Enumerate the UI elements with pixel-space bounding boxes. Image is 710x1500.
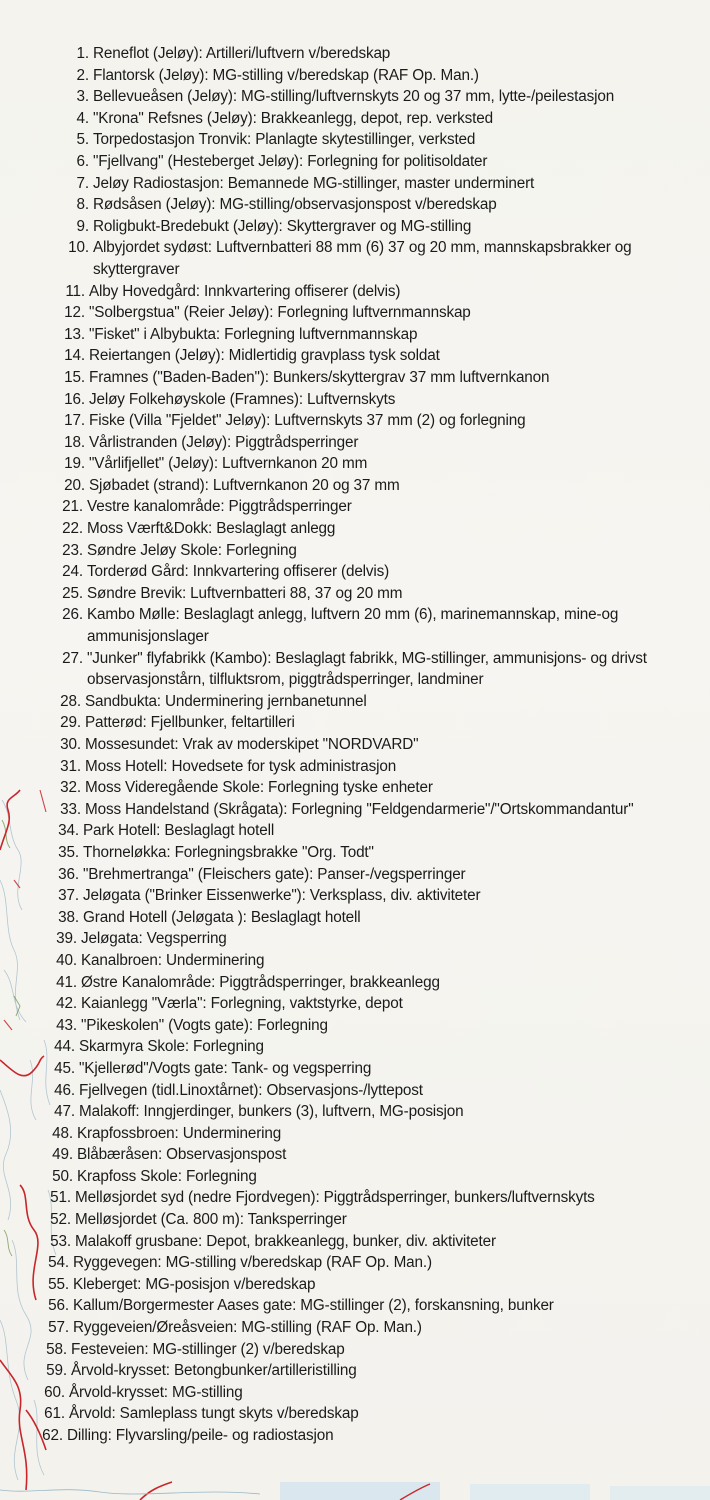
- legend-item-number: 54.: [48, 1254, 69, 1272]
- legend-item: [0, 1231, 710, 1253]
- legend-item: [0, 1080, 710, 1102]
- legend-item-number: 20.: [64, 476, 85, 494]
- legend-item: [0, 345, 710, 367]
- legend-item-number: 45.: [54, 1059, 75, 1077]
- legend-item-number: 58.: [46, 1340, 67, 1358]
- legend-item-text: Sjøbadet (strand): Luftvernkanon 20 og 37 mm: [89, 476, 400, 494]
- legend-item-number: 3.: [76, 88, 89, 106]
- legend-item-text: Vestre kanalområde: Piggtrådsperringer: [87, 498, 352, 516]
- legend-item: [0, 1317, 710, 1339]
- legend-item-text: Søndre Brevik: Luftvernbatteri 88, 37 og 20 mm: [87, 584, 403, 602]
- legend-item-text: Ryggevegen: MG-stilling v/beredskap (RAF Op. Man.): [73, 1254, 432, 1272]
- legend-item-number: 60.: [44, 1383, 65, 1401]
- legend-item-number: 42.: [56, 995, 77, 1013]
- legend-item-number: 39.: [56, 930, 77, 948]
- legend-item: [0, 1144, 710, 1166]
- legend-item-text: "Solbergstua" (Reier Jeløy): Forlegning luftvernmannskap: [89, 304, 471, 322]
- legend-list: [0, 43, 710, 1447]
- legend-item-text: Jeløy Folkehøyskole (Framnes): Luftvernskyts: [89, 390, 396, 408]
- legend-item-text: Park Hotell: Beslaglagt hotell: [83, 822, 275, 840]
- legend-item-text: Årvold: Samleplass tungt skyts v/beredskap: [69, 1405, 359, 1423]
- legend-item: [0, 216, 710, 238]
- legend-item-number: 50.: [52, 1167, 73, 1185]
- legend-item-text: Festeveien: MG-stillinger (2) v/beredskap: [71, 1340, 345, 1358]
- legend-item-number: 53.: [50, 1232, 71, 1250]
- legend-item-number: 12.: [64, 304, 85, 322]
- legend-item-text: Jeløy Radiostasjon: Bemannede MG-stillinger, master underminert: [93, 174, 535, 192]
- legend-item-number: 31.: [60, 757, 81, 775]
- legend-item-number: 17.: [64, 412, 85, 430]
- legend-item-text: Reiertangen (Jeløy): Midlertidig gravplass tysk soldat: [89, 347, 440, 365]
- legend-item-number: 2.: [76, 66, 89, 84]
- legend-item-number: 24.: [62, 563, 83, 581]
- legend-item-text: Kleberget: MG-posisjon v/beredskap: [73, 1275, 316, 1293]
- legend-item-number: 32.: [60, 779, 81, 797]
- legend-item-text: Blåbæråsen: Observasjonspost: [77, 1146, 287, 1164]
- legend-item-text: "Pikeskolen" (Vogts gate): Forlegning: [81, 1016, 328, 1034]
- legend-item-text: "Brehmertranga" (Fleischers gate): Panser-/vegsperringer: [83, 865, 466, 883]
- legend-item-text: Alby Hovedgård: Innkvartering offiserer (delvis): [89, 282, 401, 300]
- legend-item-text: Jeløgata ("Brinker Eissenwerke"): Verksplass, div. aktiviteter: [83, 887, 481, 905]
- legend-item-text: Flantorsk (Jeløy): MG-stilling v/beredskap (RAF Op. Man.): [93, 66, 479, 84]
- legend-item: [0, 777, 710, 799]
- legend-item-number: 26.: [62, 606, 83, 624]
- legend-item: [0, 864, 710, 886]
- legend-item-number: 37.: [58, 887, 79, 905]
- legend-item-number: 61.: [44, 1405, 65, 1423]
- legend-item: [0, 281, 710, 303]
- legend-item-number: 8.: [76, 196, 89, 214]
- legend-item-number: 43.: [56, 1016, 77, 1034]
- legend-item-text: Moss Hotell: Hovedsete for tysk administrasjon: [85, 757, 397, 775]
- legend-item-number: 48.: [52, 1124, 73, 1142]
- legend-item: [0, 1360, 710, 1382]
- legend-item: [0, 1425, 710, 1447]
- legend-item-number: 29.: [60, 714, 81, 732]
- legend-item: [0, 324, 710, 346]
- legend-item: [0, 367, 710, 389]
- legend-item-text: Reneflot (Jeløy): Artilleri/luftvern v/beredskap: [93, 45, 391, 62]
- legend-item: [0, 43, 710, 65]
- legend-item-text: Malakoff: Inngjerdinger, bunkers (3), luftvern, MG-posisjon: [79, 1103, 464, 1121]
- legend-item: [0, 1058, 710, 1080]
- legend-item: [0, 496, 710, 518]
- legend-item: [0, 907, 710, 929]
- legend-item-text: "Fisket" i Albybukta: Forlegning luftvernmannskap: [89, 325, 418, 343]
- legend-item-number: 35.: [58, 843, 79, 861]
- legend-item-number: 59.: [46, 1362, 67, 1380]
- legend-item-text: Årvold-krysset: MG-stilling: [69, 1383, 243, 1401]
- legend-item: [0, 1274, 710, 1296]
- legend-item: [0, 972, 710, 994]
- legend-item: [0, 1339, 710, 1361]
- legend-item-number: 62.: [42, 1427, 63, 1444]
- legend-item-text: Melløsjordet syd (nedre Fjordvegen): Piggtrådsperringer, bunkers/luftvernskyts: [75, 1189, 595, 1207]
- legend-item-number: 57.: [48, 1319, 69, 1337]
- legend-item-number: 22.: [62, 520, 83, 538]
- legend-item: [0, 1382, 710, 1404]
- legend-item-number: 44.: [54, 1038, 75, 1056]
- legend-item-text: Melløsjordet (Ca. 800 m): Tanksperringer: [75, 1211, 347, 1229]
- legend-item-text: Kambo Mølle: Beslaglagt anlegg, luftvern 20 mm (6), marinemannskap, mine-og ammunisjonslager: [87, 606, 619, 646]
- legend-item-text: Albyjordet sydøst: Luftvernbatteri 88 mm (6) 37 og 20 mm, mannskapsbrakker og skyttergraver: [93, 239, 632, 278]
- legend-item-text: Torderød Gård: Innkvartering offiserer (delvis): [87, 563, 390, 581]
- legend-item: [0, 648, 710, 691]
- legend-item-number: 15.: [64, 368, 85, 386]
- legend-item: [0, 540, 710, 562]
- legend-item-number: 6.: [76, 152, 89, 170]
- legend-item: [0, 712, 710, 734]
- legend-item-number: 49.: [52, 1146, 73, 1164]
- legend-item-text: Mossesundet: Vrak av moderskipet "NORDVARD": [85, 736, 419, 753]
- legend-item: [0, 1403, 710, 1425]
- legend-item-number: 34.: [58, 822, 79, 840]
- legend-item: [0, 583, 710, 605]
- legend-item-number: 11.: [65, 282, 85, 300]
- legend-item: [0, 799, 710, 821]
- legend-item: [0, 1015, 710, 1037]
- legend-item-number: 7.: [76, 174, 89, 192]
- legend-item: [0, 1252, 710, 1274]
- legend-item-text: Torpedostasjon Tronvik: Planlagte skytestillinger, verksted: [93, 131, 476, 149]
- legend-item-number: 33.: [60, 800, 81, 818]
- legend-item-text: Thorneløkka: Forlegningsbrakke "Org. Todt": [83, 843, 374, 861]
- legend-item-number: 40.: [56, 951, 77, 969]
- legend-item: [0, 389, 710, 411]
- legend-item-number: 51.: [50, 1189, 71, 1207]
- legend-item-number: 9.: [76, 217, 89, 235]
- legend-item: [0, 518, 710, 540]
- legend-item: [0, 928, 710, 950]
- legend-item: [0, 173, 710, 195]
- legend-item-text: Malakoff grusbane: Depot, brakkeanlegg, bunker, div. aktiviteter: [75, 1232, 496, 1250]
- legend-item-number: 14.: [64, 347, 85, 365]
- legend-item-number: 21.: [62, 498, 83, 516]
- legend-item: [0, 410, 710, 432]
- legend-item-text: Jeløgata: Vegsperring: [81, 930, 227, 948]
- legend-item-text: Bellevueåsen (Jeløy): MG-stilling/luftvernskyts 20 og 37 mm, lytte-/peilestasjon: [93, 88, 615, 106]
- legend-item-text: Østre Kanalområde: Piggtrådsperringer, brakkeanlegg: [81, 973, 440, 991]
- map-edge: [0, 1478, 710, 1500]
- legend-item-text: "Vårlifjellet" (Jeløy): Luftvernkanon 20 mm: [89, 455, 368, 473]
- legend-item-text: Dilling: Flyvarsling/peile- og radiostasjon: [67, 1427, 334, 1444]
- legend-item-text: Sandbukta: Underminering jernbanetunnel: [85, 692, 367, 710]
- legend-item-text: Søndre Jeløy Skole: Forlegning: [87, 541, 297, 559]
- legend-item-number: 27.: [62, 649, 83, 667]
- legend-item: [0, 1187, 710, 1209]
- legend-item: [0, 129, 710, 151]
- legend-item-text: Krapfossbroen: Underminering: [77, 1124, 282, 1142]
- legend-item-text: Vårlistranden (Jeløy): Piggtrådsperringer: [89, 433, 359, 451]
- legend-item: [0, 993, 710, 1015]
- legend-item-text: Fiske (Villa "Fjeldet" Jeløy): Luftvernskyts 37 mm (2) og forlegning: [89, 412, 526, 430]
- legend-item-number: 41.: [56, 973, 77, 991]
- legend-item: [0, 561, 710, 583]
- legend-item-number: 47.: [54, 1103, 75, 1121]
- legend-item-text: Skarmyra Skole: Forlegning: [79, 1038, 264, 1056]
- legend-item-text: Framnes ("Baden-Baden"): Bunkers/skyttergrav 37 mm luftvernkanon: [89, 368, 550, 386]
- legend-item: [0, 1036, 710, 1058]
- legend-item-text: Grand Hotell (Jeløgata ): Beslaglagt hotell: [83, 908, 361, 926]
- legend-item: [0, 756, 710, 778]
- legend-item-text: "Kjellerød"/Vogts gate: Tank- og vegsperring: [79, 1059, 372, 1077]
- legend-item-number: 46.: [54, 1081, 75, 1099]
- legend-item: [0, 65, 710, 87]
- legend-item-number: 36.: [58, 865, 79, 883]
- legend-item: [0, 237, 710, 280]
- legend-item: [0, 820, 710, 842]
- legend-item-text: "Krona" Refsnes (Jeløy): Brakkeanlegg, depot, rep. verksted: [93, 109, 493, 127]
- legend-item: [0, 1101, 710, 1123]
- legend-item-text: "Fjellvang" (Hesteberget Jeløy): Forlegning for politisoldater: [93, 152, 488, 170]
- legend-item-number: 18.: [64, 433, 85, 451]
- legend-item-text: Moss Videregående Skole: Forlegning tyske enheter: [85, 779, 433, 797]
- legend-item-text: Fjellvegen (tidl.Linoxtårnet): Observasjons-/lyttepost: [79, 1081, 423, 1099]
- legend-item: [0, 1123, 710, 1145]
- legend-item-text: Kaianlegg "Værla": Forlegning, vaktstyrke, depot: [81, 995, 403, 1013]
- legend-item-number: 13.: [64, 325, 85, 343]
- legend-item: [0, 691, 710, 713]
- legend-item: [0, 1209, 710, 1231]
- legend-item: [0, 734, 710, 756]
- legend-item-number: 5.: [76, 131, 89, 149]
- legend-item-text: Patterød: Fjellbunker, feltartilleri: [85, 714, 295, 732]
- legend-item-text: Kanalbroen: Underminering: [81, 951, 265, 969]
- legend-item: [0, 432, 710, 454]
- legend-item: [0, 1295, 710, 1317]
- legend-item: [0, 86, 710, 108]
- legend-item-number: 28.: [60, 692, 81, 710]
- legend-item-text: Moss Handelstand (Skrågata): Forlegning "Feldgendarmerie"/"Ortskommandantur": [85, 800, 634, 818]
- legend-item: [0, 108, 710, 130]
- legend-item: [0, 151, 710, 173]
- legend-item-number: 30.: [60, 736, 81, 753]
- legend-item: [0, 950, 710, 972]
- legend-item: [0, 475, 710, 497]
- legend-item: [0, 604, 710, 647]
- legend-item-text: Ryggeveien/Øreåsveien: MG-stilling (RAF Op. Man.): [73, 1319, 422, 1337]
- legend-item-number: 56.: [48, 1297, 69, 1315]
- legend-item-number: 4.: [76, 109, 89, 127]
- legend-item-number: 25.: [62, 584, 83, 602]
- legend-item-number: 52.: [50, 1211, 71, 1229]
- legend-item-text: "Junker" flyfabrikk (Kambo): Beslaglagt fabrikk, MG-stillinger, ammunisjons- og drivst observasjonstårn, tilfluktsrom, piggtrådsperringer, landminer: [87, 649, 647, 689]
- legend-item-number: 1.: [76, 45, 89, 62]
- legend-item-number: 10.: [68, 239, 89, 257]
- legend-item-number: 55.: [48, 1275, 69, 1293]
- legend-item: [0, 453, 710, 475]
- legend-item-text: Krapfoss Skole: Forlegning: [77, 1167, 257, 1185]
- legend-item-number: 38.: [58, 908, 79, 926]
- legend-item-text: Årvold-krysset: Betongbunker/artilleristilling: [71, 1362, 357, 1380]
- legend-item: [0, 194, 710, 216]
- legend-item: [0, 885, 710, 907]
- legend-item-number: 23.: [62, 541, 83, 559]
- legend-item-text: Kallum/Borgermester Aases gate: MG-stillinger (2), forskansning, bunker: [73, 1297, 554, 1315]
- legend-item-number: 16.: [64, 390, 85, 408]
- legend-item-text: Rødsåsen (Jeløy): MG-stilling/observasjonspost v/beredskap: [93, 196, 497, 214]
- legend-item: [0, 1166, 710, 1188]
- legend-item-text: Roligbukt-Bredebukt (Jeløy): Skyttergraver og MG-stilling: [93, 217, 472, 235]
- legend-item: [0, 842, 710, 864]
- legend-item: [0, 302, 710, 324]
- legend-item-number: 19.: [64, 455, 85, 473]
- legend-item-text: Moss Værft&Dokk: Beslaglagt anlegg: [87, 520, 336, 538]
